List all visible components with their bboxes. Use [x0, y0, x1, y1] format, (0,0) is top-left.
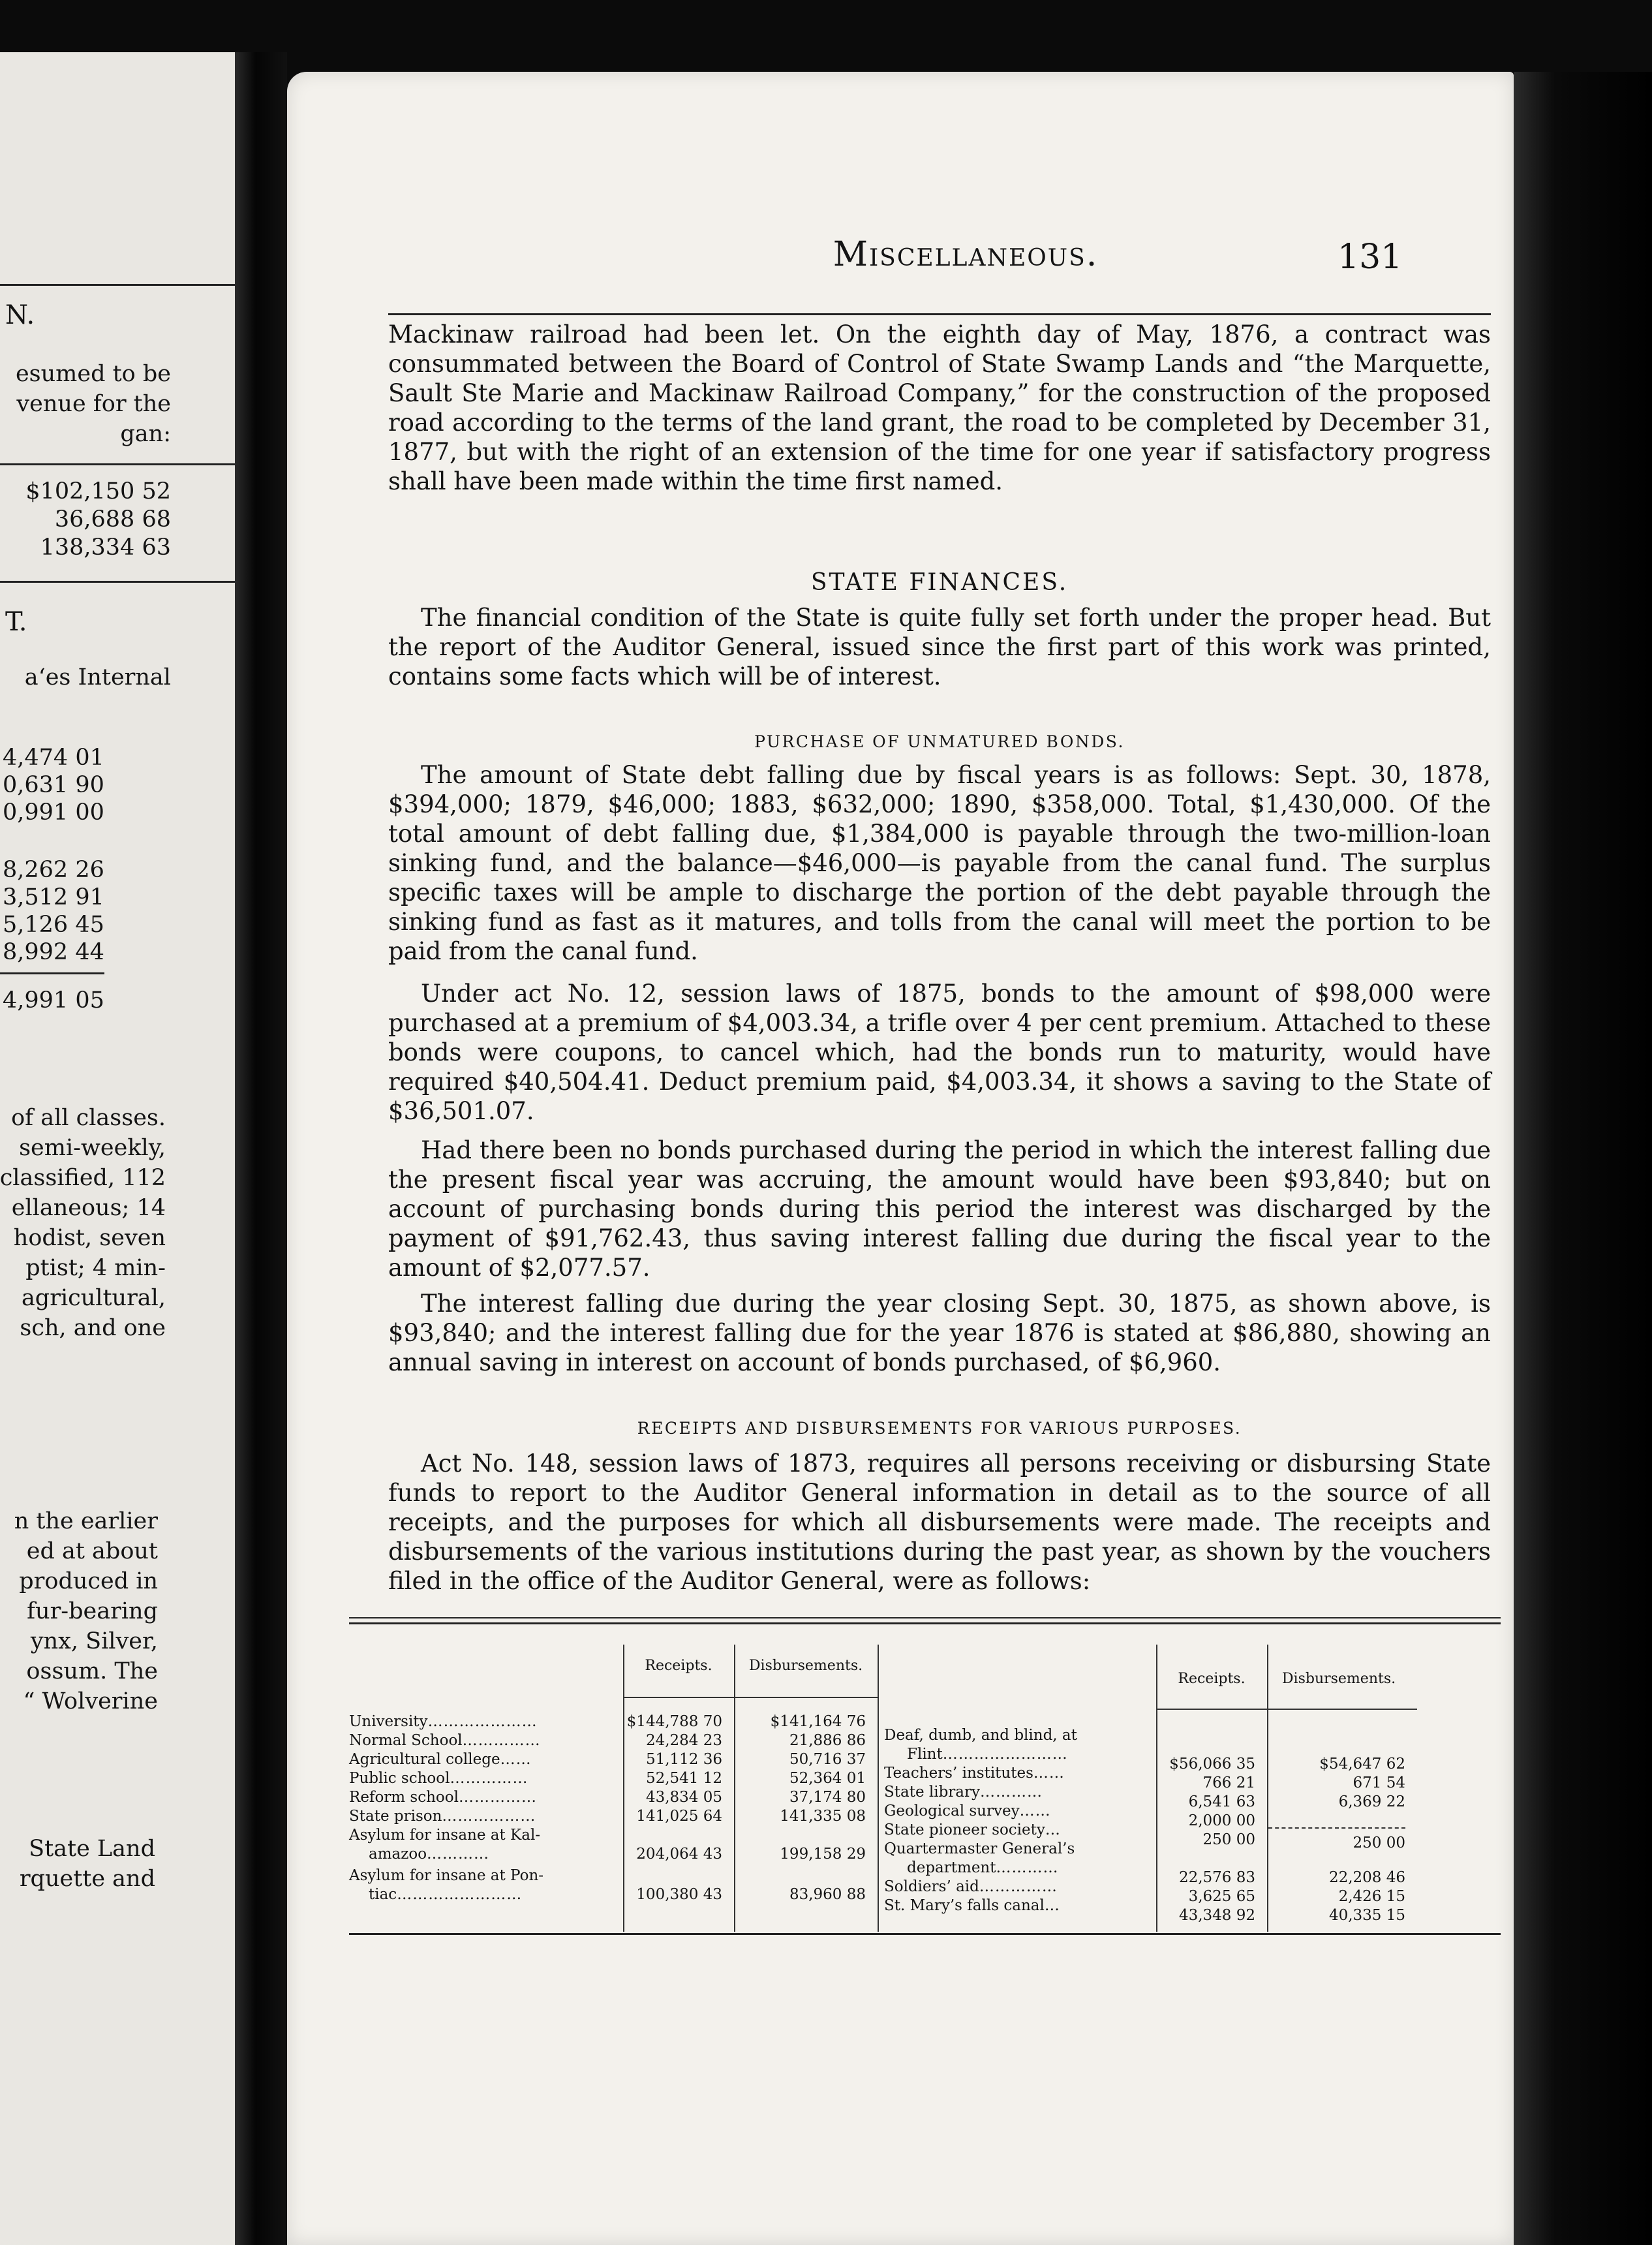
table-row-name: amazoo………… — [369, 1846, 490, 1863]
state-finances-heading: STATE FINANCES. — [810, 569, 1069, 596]
left-line: ellaneous; 14 — [11, 1195, 166, 1221]
intro-paragraph: Mackinaw railroad had been let. On the eighth day of May, 1876, a contract was consummated between the Board of Control of State Swamp Lands and “the Marquette, Sault Ste Marie and Mackinaw Railroad Company,” for the construction of the proposed road according to the terms of the land grant, the road to be completed by December 31, 1877, but with the right of an extension of the time for one year if satisfactory progress shall have been made within the time first named. — [388, 320, 1491, 495]
left-amount: 3,512 91 — [3, 884, 104, 910]
table-cell-receipts: $56,066 35 — [1169, 1756, 1255, 1773]
table-cell-receipts: 6,541 63 — [1188, 1793, 1255, 1810]
left-amount: 138,334 63 — [40, 534, 171, 561]
table-cell-disbursements: 50,716 37 — [789, 1751, 866, 1768]
table-row-name: Deaf, dumb, and blind, at — [884, 1727, 1077, 1744]
table-row-name: University………………… — [349, 1713, 538, 1730]
left-amount: 0,631 90 — [3, 772, 104, 798]
left-line: ed at about — [26, 1538, 158, 1564]
table-cell-receipts: 52,541 12 — [645, 1770, 722, 1787]
table-cell-disbursements: $54,647 62 — [1319, 1756, 1405, 1773]
left-line: ynx, Silver, — [30, 1628, 158, 1654]
left-line: agricultural, — [21, 1285, 166, 1311]
book-gutter — [235, 52, 287, 2245]
left-page-rule — [0, 972, 104, 974]
table-cell-disbursements: 40,335 15 — [1328, 1907, 1405, 1924]
table-row-name: Flint…………………… — [907, 1746, 1068, 1763]
table-cell-receipts: 2,000 00 — [1188, 1812, 1255, 1829]
table-top-rule-double — [349, 1617, 1501, 1618]
left-line: a‘es Internal — [24, 664, 171, 690]
table-row-name: tiac…………………… — [369, 1886, 523, 1903]
table-cell-disbursements: 83,960 88 — [789, 1886, 866, 1903]
left-line: esumed to be — [15, 361, 171, 387]
table-cell-disbursements: 21,886 86 — [789, 1732, 866, 1749]
left-heading-fragment: N. — [5, 300, 35, 330]
table-cell-disbursements: 199,158 29 — [780, 1846, 866, 1863]
left-amount: 5,126 45 — [3, 912, 104, 938]
left-line: n the earlier — [14, 1508, 158, 1534]
table-cell-receipts: 141,025 64 — [636, 1808, 722, 1825]
table-cell-receipts: 100,380 43 — [636, 1886, 722, 1903]
left-line: of all classes. — [11, 1105, 166, 1131]
left-line: classified, 112 — [0, 1165, 166, 1191]
table-cell-disbursements: 671 54 — [1353, 1774, 1405, 1791]
left-line: rquette and — [19, 1866, 155, 1892]
table-cell-receipts: 43,834 05 — [645, 1789, 722, 1806]
page-header-title: Miscellaneous. — [833, 235, 1099, 274]
left-facing-page — [0, 52, 235, 2245]
purchase-bonds-paragraph-3: Had there been no bonds purchased during the period in which the interest falling due the present fiscal year was accruing, the amount would have been $93,840; but on account of purchasing bonds during this period the interest was discharged by the payment of $91,762.43, thus saving interest falling due during the fiscal year to the amount of $2,077.57. — [388, 1136, 1491, 1282]
col-head-disbursements-right: Disbursements. — [1281, 1671, 1396, 1687]
purchase-bonds-paragraph-1: The amount of State debt falling due by fiscal years is as follows: Sept. 30, 1878, $394,000; 1879, $46,000; 1883, $632,000; 1890, $358,000. Total, $1,430,000. Of the total amount of debt falling due, $1,384,000 is payable through the two-million-loan sinking fund, and the balance—$46,000—is payable from the canal fund. The surplus specific taxes will be ample to discharge the portion of the debt payable through the sinking fund as fast as it matures, and tolls from the canal will meet the portion to be paid from the canal fund. — [388, 761, 1491, 965]
table-row-name: Quartermaster General’s — [884, 1840, 1075, 1857]
left-amount: 4,474 01 — [3, 745, 104, 771]
left-amount: $102,150 52 — [25, 478, 171, 504]
table-cell-receipts: $144,788 70 — [626, 1713, 722, 1730]
left-line: sch, and one — [20, 1315, 166, 1341]
table-row-name: Teachers’ institutes…… — [884, 1765, 1065, 1782]
table-row-name: department………… — [907, 1859, 1059, 1876]
table-cell-receipts: 204,064 43 — [636, 1846, 722, 1863]
table-cell-disbursements: 6,369 22 — [1338, 1793, 1405, 1810]
left-line: hodist, seven — [13, 1225, 166, 1251]
table-cell-receipts: 250 00 — [1202, 1831, 1255, 1848]
purchase-bonds-paragraph-4: The interest falling due during the year closing Sept. 30, 1875, as shown above, is $93,840; and the interest falling due for the year 1876 is stated at $86,880, showing an annual saving in interest on account of bonds purchased, of $6,960. — [388, 1290, 1491, 1376]
col-head-disbursements-left: Disbursements. — [748, 1658, 863, 1674]
table-cell-receipts: 766 21 — [1202, 1774, 1255, 1791]
left-line: produced in — [19, 1568, 158, 1594]
receipts-heading: RECEIPTS AND DISBURSEMENTS FOR VARIOUS PURPOSES. — [637, 1419, 1242, 1438]
table-cell-disbursements: 2,426 15 — [1338, 1888, 1405, 1905]
left-page-rule — [0, 284, 235, 286]
left-page-rule — [0, 463, 235, 465]
table-row-name: State pioneer society… — [884, 1821, 1061, 1838]
left-amount: 8,992 44 — [3, 939, 104, 965]
table-col-divider — [878, 1645, 879, 1932]
table-row-name: State prison……………… — [349, 1808, 536, 1825]
purchase-bonds-paragraph-2: Under act No. 12, session laws of 1875, bonds to the amount of $98,000 were purchased at a premium of $4,003.34, a trifle over 4 per cent premium. Attached to these bonds were coupons, to cancel which, had the bonds run to maturity, would have required $40,504.41. Deduct premium paid, $4,003.34, it shows a saving to the State of $36,501.07. — [388, 980, 1491, 1125]
left-amount-total: 4,991 05 — [3, 987, 104, 1014]
left-page-rule — [0, 581, 235, 583]
table-bottom-rule — [349, 1933, 1501, 1935]
left-line: fur-bearing — [27, 1598, 158, 1624]
purchase-bonds-heading: PURCHASE OF UNMATURED BONDS. — [754, 732, 1125, 751]
table-row-name: State library………… — [884, 1784, 1043, 1801]
col-head-receipts-right: Receipts. — [1178, 1671, 1246, 1687]
table-cell-receipts: 3,625 65 — [1188, 1888, 1255, 1905]
left-line: State Land — [29, 1836, 155, 1862]
table-row-name: Asylum for insane at Pon- — [349, 1867, 544, 1884]
page-number: 131 — [1338, 238, 1403, 277]
table-row-name: Soldiers’ aid…………… — [884, 1878, 1058, 1895]
table-row-name: Normal School…………… — [349, 1732, 541, 1749]
table-row-name: Agricultural college…… — [349, 1751, 532, 1768]
left-line: gan: — [120, 421, 171, 447]
left-amount: 36,688 68 — [54, 506, 171, 533]
table-cell-disbursements: 22,208 46 — [1328, 1869, 1405, 1886]
table-top-rule — [349, 1622, 1501, 1624]
left-amount: 8,262 26 — [3, 857, 104, 883]
left-heading-fragment: T. — [5, 607, 27, 637]
table-cell-disbursements: 141,335 08 — [780, 1808, 866, 1825]
table-row-name: Asylum for insane at Kal- — [349, 1827, 541, 1844]
state-finances-paragraph: The financial condition of the State is quite fully set forth under the proper head. But the report of the Auditor General, issued since the first part of this work was printed, contains some facts which will be of interest. — [388, 604, 1491, 690]
receipts-paragraph: Act No. 148, session laws of 1873, requires all persons receiving or disbursing State funds to report to the Auditor General information in detail as to the source of all receipts, and the purposes for which all disbursements were made. The receipts and disbursements of the various institutions during the past year, as shown by the vouchers filed in the office of the Auditor General, were as follows: — [388, 1449, 1491, 1595]
table-cell-disbursements: 250 00 — [1353, 1835, 1405, 1851]
table-cell-disbursements: $141,164 76 — [770, 1713, 866, 1730]
left-line: venue for the — [16, 391, 171, 417]
table-row-name: Geological survey…… — [884, 1803, 1051, 1819]
page-edge-shadow — [1514, 72, 1652, 2245]
table-cell-receipts: 51,112 36 — [645, 1751, 722, 1768]
table-row-name: Public school…………… — [349, 1770, 528, 1787]
table-row-name: St. Mary’s falls canal… — [884, 1897, 1060, 1914]
table-cell-receipts: 24,284 23 — [645, 1732, 722, 1749]
subtotal-rule — [1268, 1827, 1405, 1829]
left-line: ossum. The — [26, 1658, 158, 1684]
table-cell-receipts: 22,576 83 — [1178, 1869, 1255, 1886]
left-line: ptist; 4 min- — [25, 1255, 166, 1281]
left-line: “ Wolverine — [23, 1688, 158, 1714]
table-cell-disbursements: 37,174 80 — [789, 1789, 866, 1806]
table-row-name: Reform school…………… — [349, 1789, 537, 1806]
table-cell-receipts: 43,348 92 — [1178, 1907, 1255, 1924]
col-head-receipts-left: Receipts. — [645, 1658, 712, 1674]
table-cell-disbursements: 52,364 01 — [789, 1770, 866, 1787]
header-row-rule — [623, 1697, 878, 1698]
left-line: semi-weekly, — [19, 1135, 166, 1161]
header-rule — [388, 313, 1491, 315]
header-row-rule — [1156, 1709, 1417, 1710]
left-amount: 0,991 00 — [3, 799, 104, 826]
